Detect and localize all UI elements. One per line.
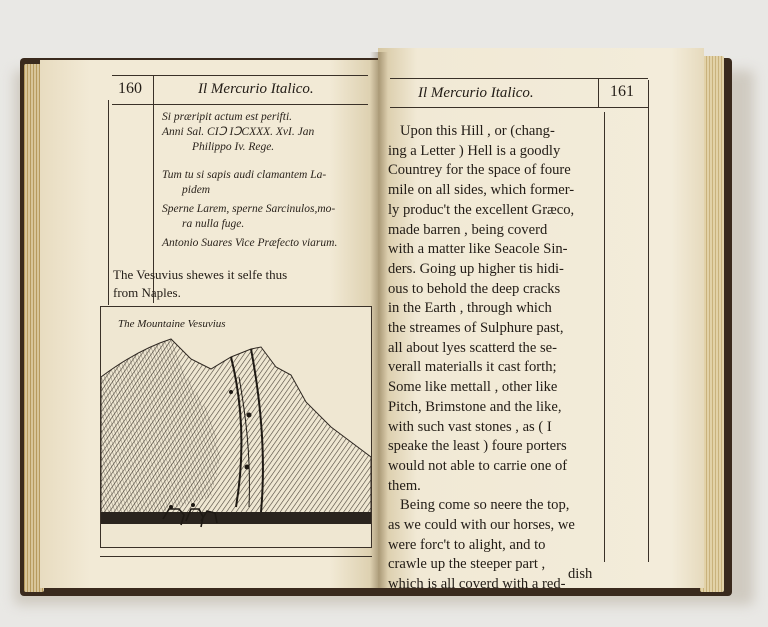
text-line: Being come so neere the top, — [400, 497, 570, 514]
text-line: in the Earth , through which — [388, 300, 552, 317]
left-inscription — [162, 110, 337, 251]
right-inner-vertical-rule — [604, 112, 605, 562]
text-line: ing a Letter ) Hell is a goodly — [388, 142, 561, 159]
inscription-line: Sperne Larem, sperne Sarcinulos,mo- — [162, 203, 336, 215]
inscription-line: ra nulla fuge. — [182, 218, 245, 230]
text-line: Pitch, Brimstone and the like, — [388, 398, 562, 415]
inscription-line: Philippo Iv. Rege. — [192, 141, 275, 153]
text-line: Countrey for the space of foure — [388, 162, 571, 179]
engraving-plate — [100, 306, 372, 548]
catchword: dish — [568, 566, 593, 582]
right-running-head: Il Mercurio Italico. — [418, 85, 534, 101]
left-header-top-rule — [112, 75, 368, 76]
text-line: which is all coverd with a red- — [388, 576, 566, 593]
left-page-number: 160 — [118, 80, 142, 97]
text-line: all about lyes scatterd the se- — [388, 339, 557, 356]
text-line: ous to behold the deep cracks — [388, 280, 561, 297]
text-line: The Vesuvius shewes it selfe thus — [113, 267, 288, 282]
plate-caption: The Mountaine Vesuvius — [118, 318, 226, 330]
text-line: speake the least ) foure porters — [388, 438, 567, 455]
text-line: the streames of Sulphure past, — [388, 320, 564, 337]
text-line: from Naples. — [113, 285, 181, 300]
left-header-bottom-rule — [112, 104, 368, 105]
right-page-number: 161 — [610, 83, 634, 100]
text-line: as we could with our horses, we — [388, 517, 575, 534]
text-line: ly produc't the excellent Grӕco, — [388, 201, 575, 218]
left-footer-rule — [100, 556, 372, 557]
left-outer-vertical-rule — [108, 100, 109, 305]
right-header-divider — [598, 78, 599, 108]
text-line: with a matter like Seacole Sin- — [388, 241, 568, 258]
right-body-text — [388, 122, 575, 595]
inscription-line: Tum tu si sapis audi clamantem La- — [162, 169, 327, 181]
gutter-shadow — [370, 52, 388, 588]
right-outer-vertical-rule — [648, 80, 649, 562]
text-line: were forc't to alight, and to — [388, 536, 546, 553]
inscription-line: Antonio Suares Vice Prӕfecto viarum. — [162, 237, 338, 249]
text-line: crawle up the steeper part , — [388, 556, 546, 573]
text-line: ders. Going up higher tis hidi- — [388, 260, 564, 277]
vesuvius-engraving-icon — [101, 307, 371, 547]
right-header-bottom-rule — [390, 107, 648, 108]
left-running-head: Il Mercurio Italico. — [198, 81, 314, 97]
inscription-line: Si prӕripit actum est perifti. — [162, 111, 293, 123]
inscription-line: Anni Sal. CIↃ IↃCXXX. XvI. Jan — [162, 126, 315, 138]
text-line: mile on all sides, which former- — [388, 182, 575, 199]
text-line: Some like mettall , other like — [388, 379, 558, 396]
text-line: them. — [388, 477, 421, 494]
text-line: with such vast stones , as ( I — [388, 418, 552, 435]
left-body-text — [113, 266, 287, 302]
inscription-line: pidem — [182, 184, 211, 196]
text-line: Upon this Hill , or (chang- — [400, 123, 555, 139]
text-line: would not able to carrie one of — [388, 457, 568, 474]
text-line: made barren , being coverd — [388, 221, 548, 238]
right-header-top-rule — [390, 78, 648, 79]
text-line: verall materialls it cast forth; — [388, 359, 557, 376]
